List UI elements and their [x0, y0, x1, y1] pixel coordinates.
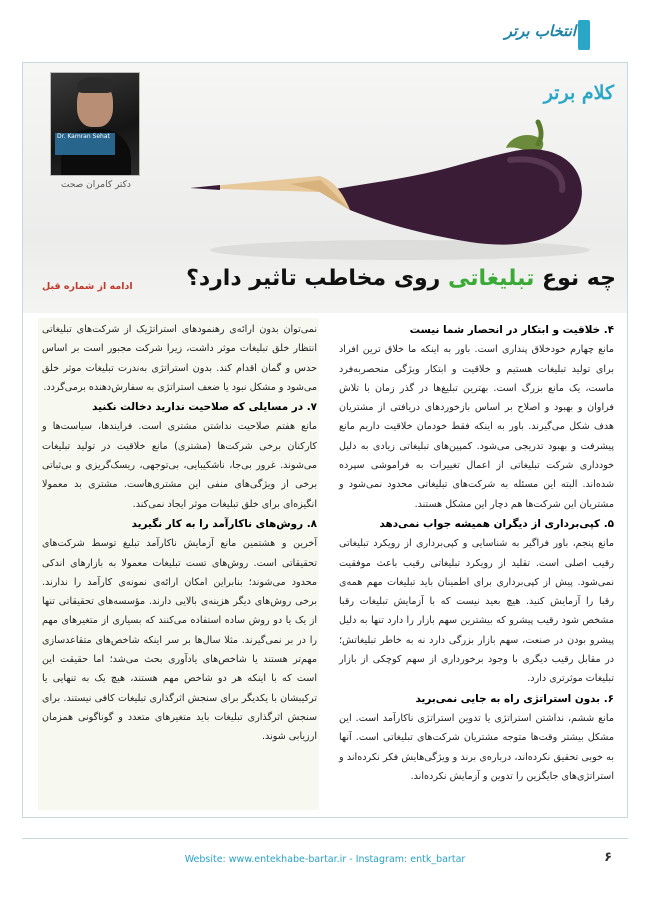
body-paragraph: نمی‌توان بدون ارائه‌ی رهنمودهای استراتژیک از شرکت‌های تبلیغاتی انتظار خلق تبلیغات موثر داشت، زیرا شرکت مجبور است بر اساس حدس و گمان اقدام کند. بدون استراتژی به‌ندرت تبلیغات موثر خلق می‌شود و مشکل نبود یا ضعف استراتژی به سفارش‌دهنده برمی‌گردد. — [42, 324, 317, 393]
author-photo-tag: Dr. Kamran Sehat — [57, 133, 110, 140]
section-heading: ۸. روش‌های ناکارآمد را به کار نگیرید — [131, 517, 317, 530]
footer-divider — [22, 838, 628, 839]
section-heading: ۵. کپی‌برداری از دیگران همیشه جواب نمی‌دهد — [379, 517, 614, 530]
author-caption: دکتر کامران صحت — [61, 180, 131, 190]
eggplant-pencil-illustration — [150, 100, 610, 270]
body-paragraph: مانع پنجم، باور فراگیر به شناسایی و کپی‌برداری از رویکرد تبلیغاتی رقیب اصلی است. تقلید از رویکرد تبلیغاتی رقیب باعث موفقیت نمی‌شود. پیش از کپی‌برداری برای اطمینان باید تبلیغات مهم همه‌ی رقبا را آزمایش کنید. هیچ بعید نیست که با آزمایش تبلیغات رقبا مشخص شود رقیب پیشرو که بیشترین سهم بازار را دارد تنها به دلیل پیشرو بودن در صنعت، سهم بازار بزرگی دارد نه به خاطر تبلیغاتش؛ در مقابل رقیب دیگری با وجود برخورداری از سهم کوچکی از بازار تبلیغات موثرتری دارد. — [339, 538, 614, 685]
title-highlight: تبلیغاتی — [447, 266, 535, 291]
body-paragraph: مانع چهارم خودخلاق پنداری است. باور به اینکه ما خلاق ترین افراد برای تولید تبلیغات هستیم و خلاقیت و ابتکار ویژگی منحصربه‌فرد ماست، یک مانع بزرگ است. بهترین تبلیغ‌ها در گذر زمان با تلاش فراوان و بهبود و اصلاح بر اساس بازخوردهای دریافتی از مشتریان هدف شکل می‌گیرند. باور به اینکه فقط خودمان خلاقیت داریم مانع پیشرفت و بهبود تدریجی می‌شود. کمپین‌های تبلیغاتی زیادی به دلیل خودداری شرکت تبلیغاتی از اعمال تغییرات به فراموشی سپرده شده‌اند. البته این مسئله به شرکت‌های تبلیغاتی محدود نمی‌شود و مشتریان این شرکت‌ها هم دچار این مشکل هستند. — [339, 344, 614, 510]
body-paragraph: مانع ششم، نداشتن استراتژی یا تدوین استراتژی ناکارآمد است. این مشکل بیشتر وقت‌ها متوجه مشتریان شرکت‌های تبلیغاتی است. آنها به خوبی تحقیق نکرده‌اند، درباره‌ی برند و ویژگی‌هایش فکر نکرده‌اند و استراتژی‌های جایگزین را تدوین و آزمایش نکرده‌اند. — [339, 712, 614, 782]
section-heading: ۶. بدون استراتژی راه به جایی نمی‌برید — [415, 692, 614, 705]
page-footer — [0, 850, 650, 872]
section-title: کلام برتر — [543, 82, 614, 104]
body-paragraph: آخرین و هشتمین مانع آزمایش ناکارآمد تبلیغ توسط شرکت‌های تحقیقاتی است. روش‌های تست تبلیغات معمولا به بازارهای اندکی محدود می‌شوند؛ بنابراین امکان ارائه‌ی نمونه‌ی کارآمد را ندارند. برخی روش‌های دیگر هزینه‌ی بالایی دارند. مؤسسه‌های تحقیقاتی تنها از یک یا دو روش ساده استفاده می‌کنند که بسیاری از متغیرهای مهم را در بر نمی‌گیرند. مثلا سال‌ها بر سر اینکه شاخص‌های متقاعدسازی مهم‌تر هستند یا شاخص‌های یادآوری بحث می‌شد؛ اما حقیقت این است که با اینکه هر دو شاخص مهم هستند، هیچ یک به تنهایی یا ترکیبشان با یکدیگر برای سنجش اثرگذاری تبلیغات کافی نیستند. برای سنجش اثرگذاری تبلیغات باید متغیرهای متعدد و گوناگونی همزمان ارزیابی شوند. — [42, 538, 317, 743]
magazine-logo — [504, 16, 590, 56]
page-number: ۶ — [604, 850, 612, 865]
continued-note: ادامه از شماره قبل — [42, 281, 133, 292]
logo-text: انتخاب برتر — [504, 22, 576, 40]
footer-website[interactable]: Website: www.entekhabe-bartar.ir - Instagram: entk_bartar — [184, 854, 466, 865]
article-title: چه نوع تبلیغاتی روی مخاطب تاثیر دارد؟ — [186, 266, 616, 291]
right-column — [339, 320, 614, 786]
author-photo — [50, 72, 140, 176]
body-paragraph: مانع هفتم صلاحیت نداشتن مشتری است. فرایندها، سیاست‌ها و کارکنان برخی شرکت‌ها (مشتری) مانع خلاقیت در تولید تبلیغات می‌شوند. غرور بی‌جا، ناشکیبایی، بی‌توجهی، ریسک‌گریزی و بی‌ثباتی برخی از ویژگی‌های منفی این مشتری‌هاست. مشتری بد معمولا انگیزه‌ای برای خلق تبلیغات موثر ایجاد نمی‌کند. — [42, 421, 317, 510]
logo-mark-icon — [578, 20, 590, 50]
left-column — [42, 320, 317, 747]
section-heading: ۴. خلاقیت و ابتکار در انحصار شما نیست — [409, 324, 614, 336]
section-heading: ۷. در مسایلی که صلاحیت ندارید دخالت نکنید — [92, 401, 317, 414]
